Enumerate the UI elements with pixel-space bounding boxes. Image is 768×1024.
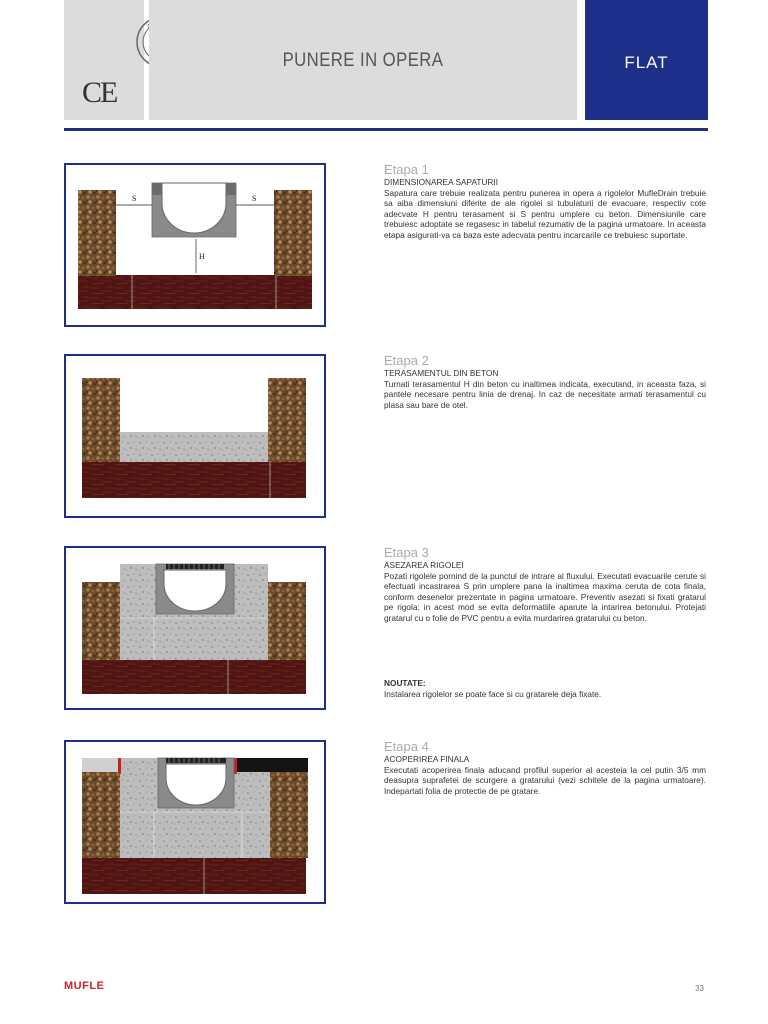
step1-heading: Etapa 1	[384, 162, 429, 177]
s-right-label: S	[252, 194, 257, 203]
page-title: PUNERE IN OPERA	[282, 50, 444, 71]
step1-text	[384, 163, 706, 241]
header-divider	[64, 128, 708, 131]
s-left-label: S	[132, 194, 137, 203]
brand-logo: MUFLE	[64, 980, 105, 992]
novelty-title: NOUTATE:	[384, 678, 426, 688]
header-product-panel	[585, 0, 708, 120]
step3-diagram	[64, 546, 326, 710]
step1-subtitle: DIMENSIONAREA SAPATURII	[384, 177, 499, 187]
novelty-note	[384, 678, 624, 699]
step4-text	[384, 740, 706, 796]
step3-text	[384, 546, 706, 624]
step2-heading: Etapa 2	[384, 353, 429, 368]
step2-text	[384, 354, 706, 410]
header-certifications	[64, 0, 144, 120]
h-label: H	[199, 252, 205, 261]
step4-diagram	[64, 740, 326, 904]
step2-diagram	[64, 354, 326, 518]
step4-body: Executati acoperirea finala aducand profilul superior al acesteia la cel putin 3/5 mm deasupra suprafetei de scurgere a gratarului (vezi schitele de la pagina urmatoare). Indepartati folia de protectie de pe gratare.	[384, 764, 706, 796]
step2-subtitle: TERASAMENTUL DIN BETON	[384, 368, 499, 378]
step3-subtitle: ASEZAREA RIGOLEI	[384, 560, 464, 570]
step4-subtitle: ACOPERIREA FINALA	[384, 754, 470, 764]
step1-body: Sapatura care trebuie realizata pentru punerea in opera a rigolelor MufleDrain trebuie sa aiba dimensiuni diferite de ale rigolei si tubulaturii de evacuare, respectiv cote adecvate H pentru terasament si S pentru umplere cu beton. Dimensiunile care trebuiesc adoptate se regasesc in tabelul rezumativ de la pagina urmatoare. In aceasta etapa asigurati-va ca baza este adecvata pentru incarcarile ce trebuiesc suportate.	[384, 187, 706, 240]
novelty-body: Instalarea rigolelor se poate face si cu gratarele deja fixate.	[384, 688, 602, 699]
step3-body: Pozati rigolele pornind de la punctul de intrare al fluxului. Executati evacuarile cerute si efectuati incastrarea S prin umplere pana la inaltimea maxima ceruta de cota finala, conform desenelor prezentate in pagina urmatoare. Preventiv asezati si fixati gratarul pe rigola: in acest mod se evita deformatiile aparute la intarirea betonului. Protejati gratarul cu o folie de PVC pentru a evita murdarirea gratarului cu beton.	[384, 570, 706, 623]
page-number: 33	[695, 984, 704, 993]
step3-heading: Etapa 3	[384, 545, 429, 560]
step4-heading: Etapa 4	[384, 739, 429, 754]
product-name: FLAT	[624, 53, 669, 72]
header-title-panel	[149, 0, 577, 120]
step2-body: Turnati terasamentul H din beton cu inaltimea indicata, executand, in aceasta faza, si pantele necesare pentru linia de drenaj. In caz de necesitate armati terasamentul cu plasa sau bare de otel.	[384, 378, 706, 410]
ce-mark: CE	[82, 76, 117, 109]
step1-diagram	[64, 163, 326, 327]
